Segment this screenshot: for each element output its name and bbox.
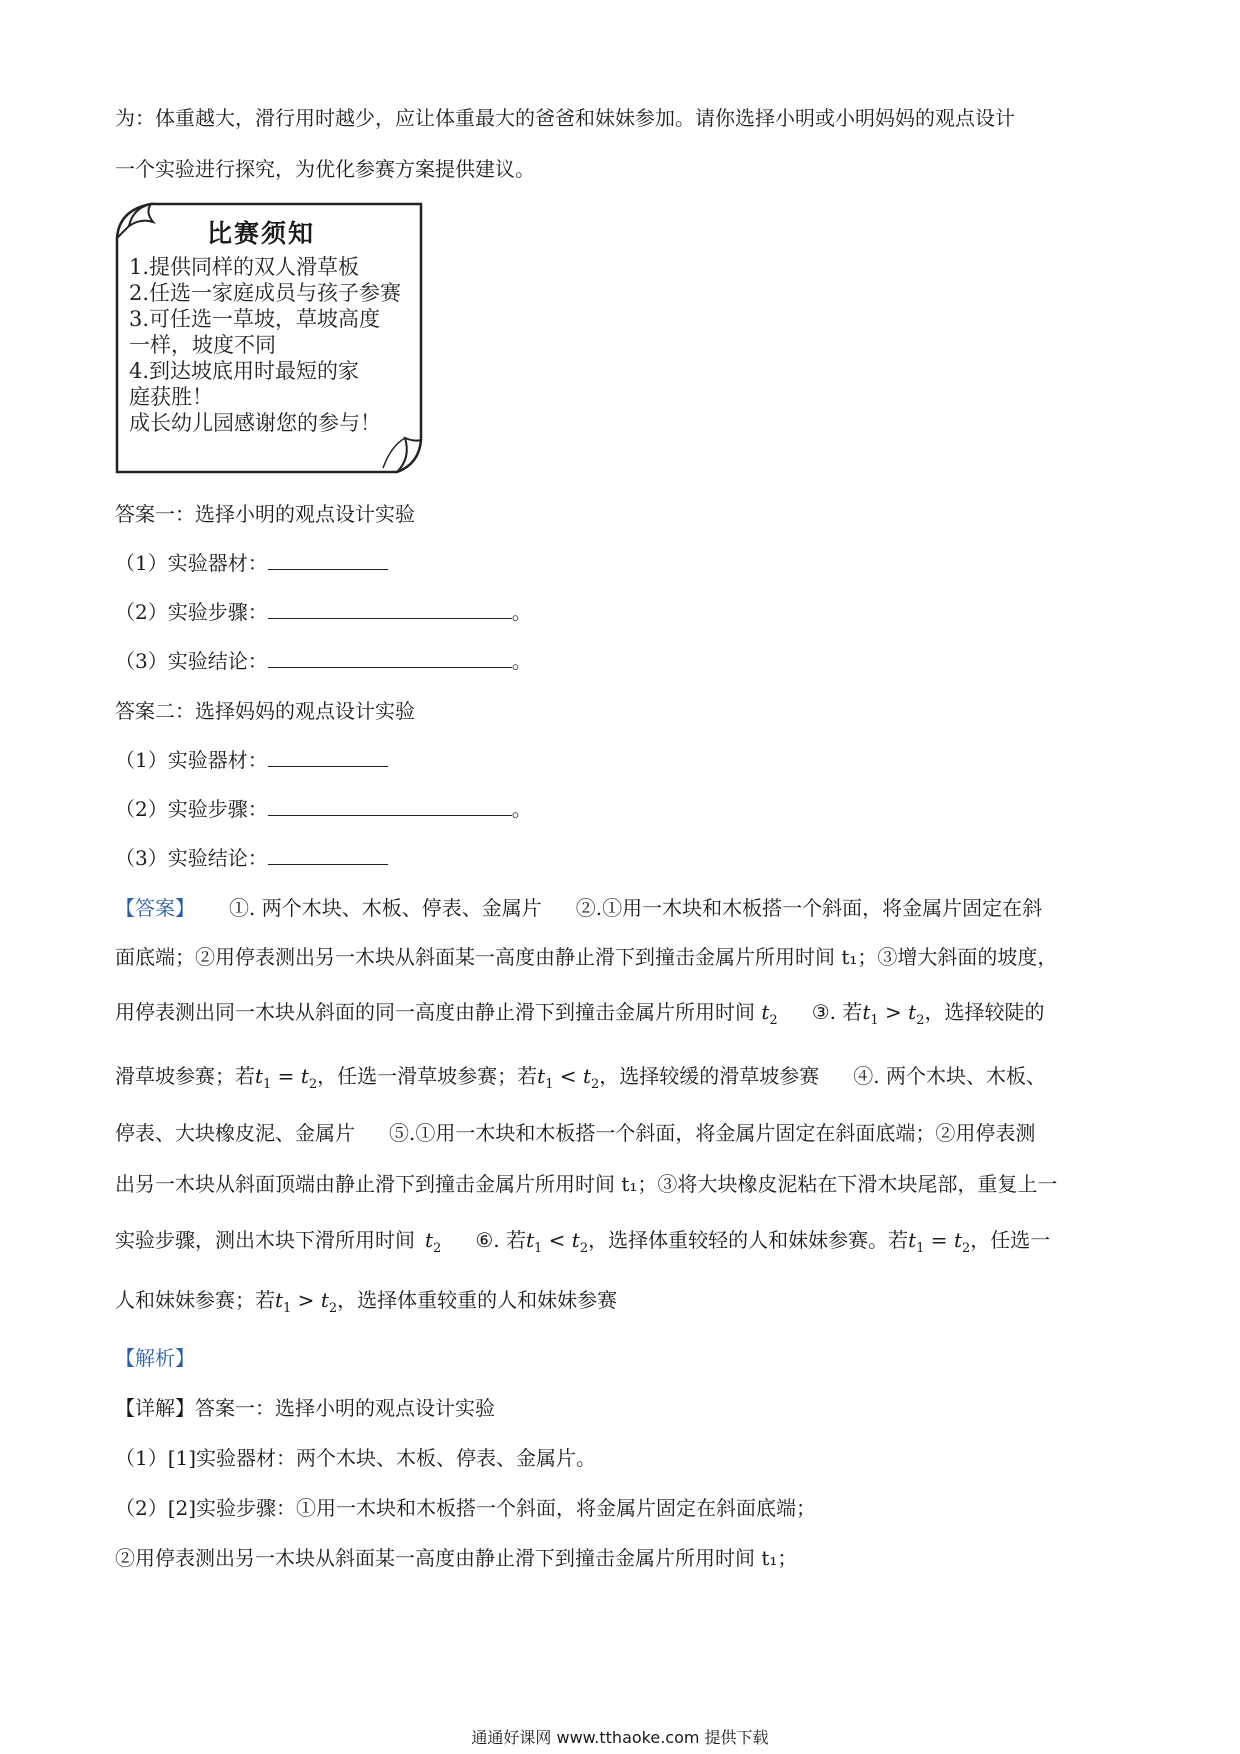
- notice-item: 3.可任选一草坡，草坡高度: [129, 307, 381, 331]
- detail-label: 【详解】: [115, 1396, 195, 1420]
- answer-blank: [268, 846, 388, 865]
- notice-scroll-box: [115, 202, 425, 474]
- analysis-label: 【解析】: [115, 1346, 195, 1370]
- answer-blank: [268, 797, 512, 816]
- answer-line-4: 滑草坡参赛；若$t_1 = t_2$，任选一滑草坡参赛；若$t_1 < t_2$，选择较缓的滑草坡参赛 ④. 两个木块、木板、: [115, 1064, 1046, 1092]
- answer-blank: [268, 649, 512, 668]
- answer2-item-2: （2）实验步骤： 。: [115, 797, 532, 821]
- analysis-item-3: ②用停表测出另一木块从斜面某一高度由静止滑下到撞击金属片所用时间 t₁；: [115, 1546, 798, 1570]
- notice-item: 4.到达坡底用时最短的家: [129, 359, 360, 383]
- analysis-item-2: （2）[2]实验步骤：①用一木块和木板搭一个斜面，将金属片固定在斜面底端；: [115, 1496, 817, 1520]
- answer-line-5: 停表、大块橡皮泥、金属片 ⑤.①用一木块和木板搭一个斜面，将金属片固定在斜面底端；②用停表测: [115, 1121, 1036, 1145]
- answer2-item-label: （2）实验步骤：: [115, 797, 268, 821]
- answer1-item-3: （3）实验结论： 。: [115, 649, 532, 673]
- answer2-item-label: （3）实验结论：: [115, 846, 268, 870]
- answer1-item-label: （3）实验结论：: [115, 649, 268, 673]
- answer-line-6: 出另一木块从斜面顶端由静止滑下到撞击金属片所用时间 t₁；③将大块橡皮泥粘在下滑木块尾部，重复上一: [115, 1172, 1058, 1196]
- notice-item: 一样，坡度不同: [129, 333, 276, 357]
- intro-line-2: 一个实验进行探究，为优化参赛方案提供建议。: [115, 157, 535, 181]
- answer-blank: [268, 600, 512, 619]
- notice-title: 比赛须知: [207, 219, 316, 248]
- analysis-item-1: （1）[1]实验器材：两个木块、木板、停表、金属片。: [115, 1446, 597, 1470]
- answer1-item-label: （1）实验器材：: [115, 551, 268, 575]
- answer-line-8: 人和妹妹参赛；若$t_1 > t_2$，选择体重较重的人和妹妹参赛: [115, 1288, 618, 1316]
- answer2-item-3: [115, 846, 388, 870]
- notice-item: 庭获胜！: [129, 385, 213, 409]
- notice-item: 2.任选一家庭成员与孩子参赛: [129, 281, 402, 305]
- answer2-item-label: （1）实验器材：: [115, 748, 268, 772]
- notice-item: 1.提供同样的双人滑草板: [129, 255, 360, 279]
- answer1-item-2: （2）实验步骤： 。: [115, 600, 532, 624]
- notice-item: 成长幼儿园感谢您的参与！: [129, 411, 381, 435]
- answer-line-7: 实验步骤，测出木块下滑所用时间 $t_2$ ⑥. 若$t_1 < t_2$，选择体重较轻的人和妹妹参赛。若$t_1 = t_2$，任选一: [115, 1228, 1051, 1256]
- answer1-heading: 答案一：选择小明的观点设计实验: [115, 502, 415, 526]
- page-footer: 通通好课网 www.tthaoke.com 提供下载: [471, 1728, 769, 1747]
- answer1-item-label: （2）实验步骤：: [115, 600, 268, 624]
- answer-blank: [268, 551, 388, 570]
- answer-line-2: 面底端；②用停表测出另一木块从斜面某一高度由静止滑下到撞击金属片所用时间 t₁；③增大斜面的坡度，: [115, 945, 1058, 969]
- answer-blank: [268, 748, 388, 767]
- answer-line-1: 【答案】 ①. 两个木块、木板、停表、金属片 ②.①用一木块和木板搭一个斜面，将金属片固定在斜: [115, 896, 1043, 920]
- answer-label: 【答案】: [115, 896, 195, 920]
- answer1-item-1: [115, 551, 388, 575]
- answer-line-3: 用停表测出同一木块从斜面的同一高度由静止滑下到撞击金属片所用时间 $t_2$ ③. 若$t_1 > t_2$，选择较陡的: [115, 1000, 1045, 1028]
- detail-line: 【详解】答案一：选择小明的观点设计实验: [115, 1396, 495, 1420]
- answer2-heading: 答案二：选择妈妈的观点设计实验: [115, 699, 415, 723]
- answer2-item-1: [115, 748, 388, 772]
- intro-line-1: 为：体重越大，滑行用时越少，应让体重最大的爸爸和妹妹参加。请你选择小明或小明妈妈的观点设计: [115, 106, 1015, 130]
